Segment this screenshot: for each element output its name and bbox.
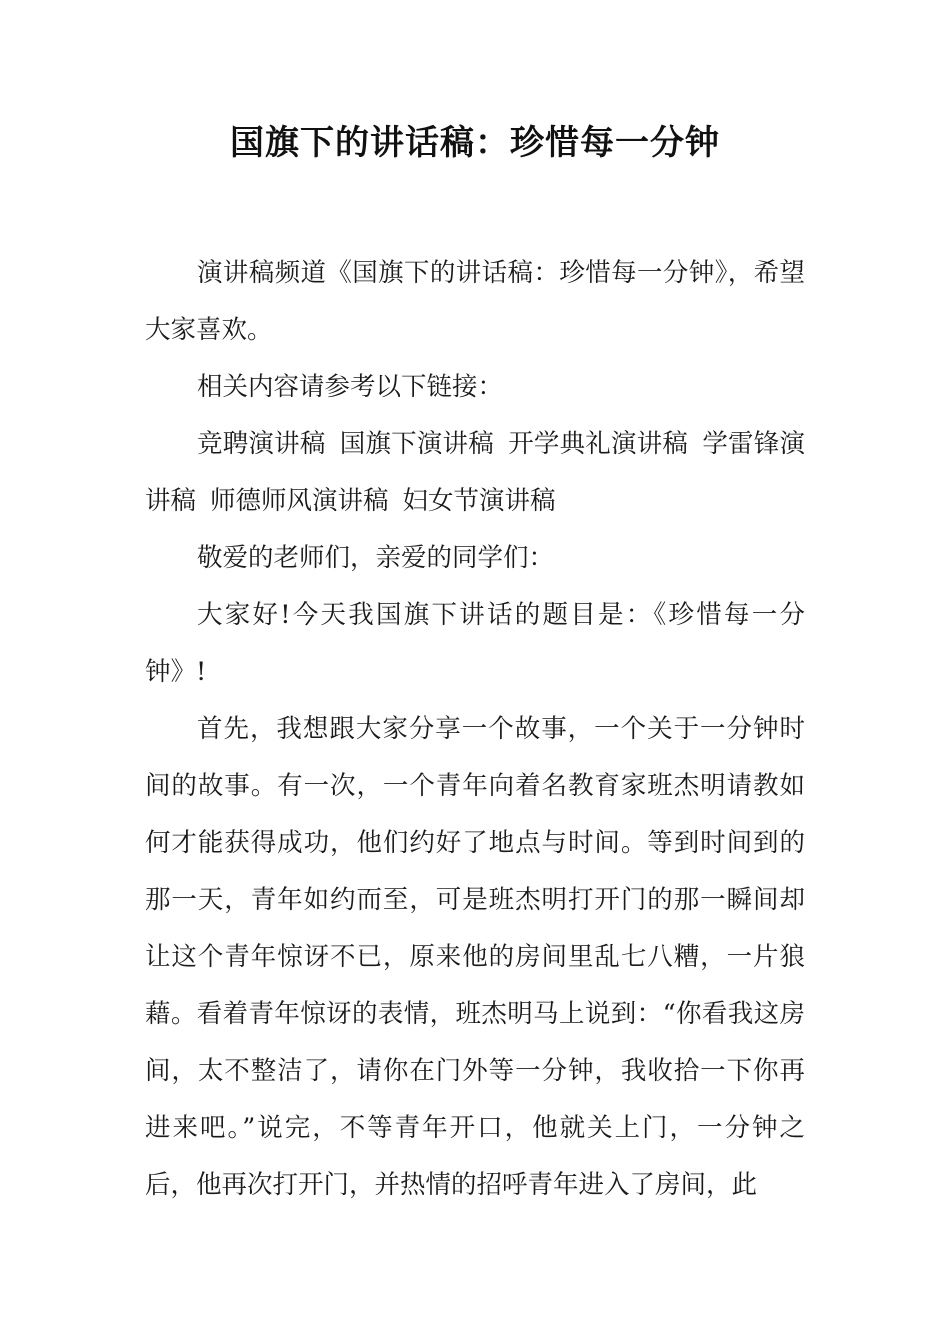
- related-link-5[interactable]: 师德师风演讲稿: [210, 486, 389, 516]
- intro-paragraph: 演讲稿频道《国旗下的讲话稿：珍惜每一分钟》，希望大家喜欢。: [145, 258, 805, 345]
- related-link-6[interactable]: 妇女节演讲稿: [402, 486, 556, 516]
- related-link-2[interactable]: 国旗下演讲稿: [339, 429, 494, 459]
- document-title: 国旗下的讲话稿：珍惜每一分钟: [230, 123, 720, 163]
- story-paragraph: 首先，我想跟大家分享一个故事，一个关于一分钟时间的故事。有一次，一个青年向着名教育家班杰明请教如何才能获得成功，他们约好了地点与时间。等到时间到的那一天，青年如约而至，可是班杰明打开门的那一瞬间却让这个青年惊讶不已，原来他的房间里乱七八糟，一片狼藉。看着青年惊讶的表情，班杰明马上说到：“你看我这房间，太不整洁了，请你在门外等一分钟，我收拾一下你再进来吧。”说完，不等青年开口，他就关上门，一分钟之后，他再次打开门，并热情的招呼青年进入了房间，此: [145, 714, 805, 1200]
- salutation: 敬爱的老师们，亲爱的同学们：: [197, 543, 555, 573]
- related-link-3[interactable]: 开学典礼演讲稿: [507, 429, 689, 459]
- document-body: [145, 245, 805, 1214]
- related-prompt: 相关内容请参考以下链接：: [197, 372, 504, 402]
- related-link-4[interactable]: 学雷锋演讲稿: [145, 429, 805, 516]
- related-link-1[interactable]: 竞聘演讲稿: [197, 429, 326, 459]
- related-links: [145, 416, 805, 530]
- opening-paragraph: 大家好!今天我国旗下讲话的题目是：《珍惜每一分钟》!: [145, 600, 805, 687]
